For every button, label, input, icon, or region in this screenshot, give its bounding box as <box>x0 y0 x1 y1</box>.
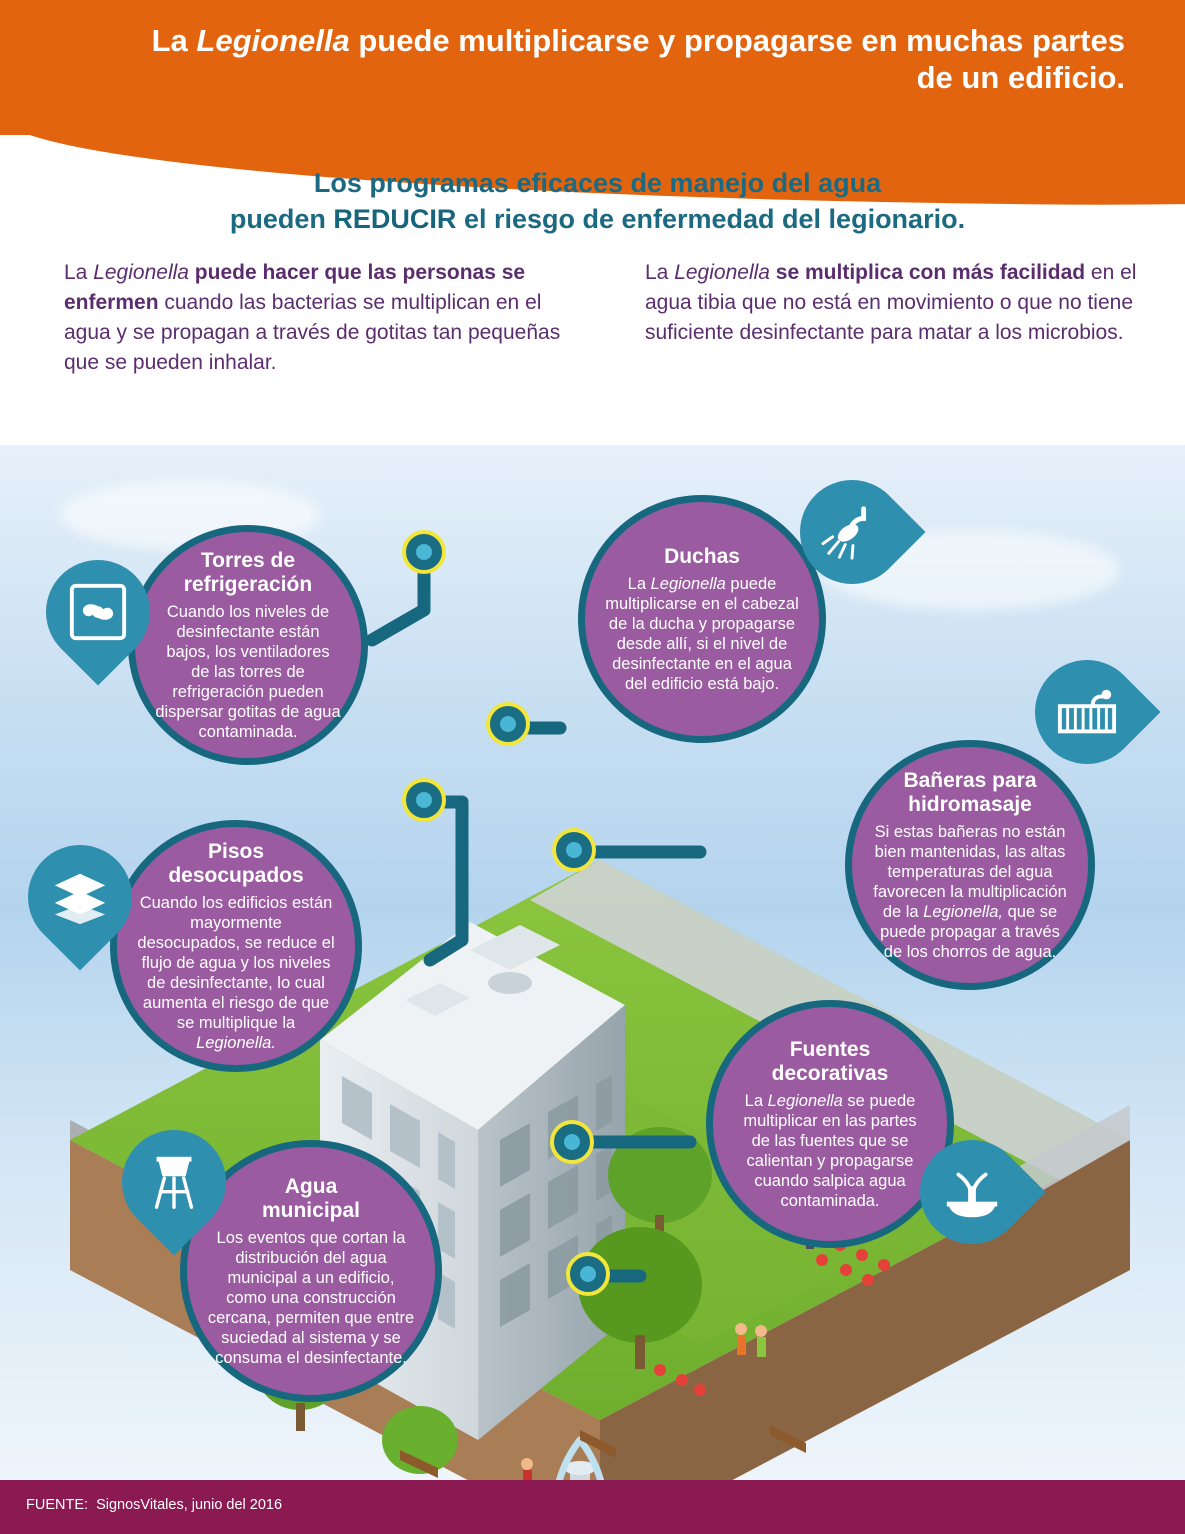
connector-node-showers[interactable] <box>486 702 530 746</box>
bubble-title-fountains: Fuentes decorativas <box>771 1037 889 1085</box>
page-title <box>60 22 1125 96</box>
subtitle-line1: Los programas eficaces de manejo del agua <box>313 168 882 198</box>
left-col-pre: La <box>64 261 94 284</box>
title-post: puede multiplicarse y propagarse en muchas partes <box>349 23 1125 58</box>
right-col-bold: se multiplica con más facilidad <box>769 261 1086 284</box>
intro-left-column <box>64 258 589 378</box>
bubble-vacant-floors[interactable] <box>110 820 362 1072</box>
subtitle-line2-post: el riesgo de enfermedad del legionario. <box>456 204 966 234</box>
title-line2: de un edificio. <box>916 60 1125 95</box>
right-col-italic: Legionella <box>674 261 770 284</box>
connector-node-vacant-floors[interactable] <box>402 778 446 822</box>
subtitle <box>70 165 1125 237</box>
water-tower-icon <box>143 1151 205 1213</box>
shower-icon <box>821 501 883 563</box>
bubble-body-cooling-towers: Cuando los niveles de desinfectante están bajos, los ventiladores de las torres de refrigeración pueden dispersar gotitas de agua contaminada. <box>155 602 341 741</box>
bubble-title-municipal-water: Agua municipal <box>261 1174 361 1222</box>
footer-label: FUENTE: <box>26 1497 89 1513</box>
subtitle-line2-pre: pueden <box>229 204 334 234</box>
connector-node-hot-tubs[interactable] <box>552 828 596 872</box>
bubble-showers[interactable] <box>578 495 826 743</box>
bubble-cooling-towers[interactable] <box>128 525 368 765</box>
bubble-body-vacant-floors: Cuando los edificios están mayormente desocupados, se reduce el flujo de agua y los niveles de desinfectante, lo cual aumenta el riesgo de que se multiplique la Legionella. <box>137 893 335 1052</box>
bubble-title-showers: Duchas <box>664 544 740 568</box>
footer-source <box>26 1497 282 1513</box>
bubble-body-showers: La Legionella puede multiplicarse en el cabezal de la ducha y propagarse desde allí, si el nivel de desinfectante en el agua del edificio está bajo. <box>605 574 799 693</box>
left-col-italic: Legionella <box>93 261 189 284</box>
fan-icon <box>67 581 129 643</box>
right-col-pre: La <box>645 261 675 284</box>
footer-band <box>0 1480 1185 1534</box>
left-col-rest: cuando las bacterias se multiplican en el agua y se propagan a través de gotitas tan pequeñas que se pueden inhalar. <box>64 291 561 374</box>
bubble-hot-tubs[interactable] <box>845 740 1095 990</box>
footer-source-text: SignosVitales, junio del 2016 <box>96 1497 283 1513</box>
right-col-rest: en el agua tibia que no está en movimiento o que no tiene suficiente desinfectante para matar a los microbios. <box>645 261 1137 344</box>
bubble-title-hot-tubs: Bañeras para hidromasaje <box>903 768 1037 816</box>
intro-right-column <box>645 258 1150 348</box>
connector-node-municipal-water[interactable] <box>566 1252 610 1296</box>
bubble-body-hot-tubs: Si estas bañeras no están bien mantenidas, las altas temperaturas del agua favorecen la multiplicación de la Legionella, que se puede propagar a través de los chorros de agua. <box>873 822 1067 961</box>
floors-icon <box>49 866 111 928</box>
hot-tub-icon <box>1056 681 1118 743</box>
fountain-icon <box>941 1161 1003 1223</box>
subtitle-emphasis: REDUCIR <box>333 204 457 234</box>
bubble-decorative-fountains[interactable] <box>706 1000 954 1248</box>
title-italic: Legionella <box>196 23 350 58</box>
title-pre: La <box>151 23 197 58</box>
bubble-body-fountains: La Legionella se puede multiplicar en las partes de las fuentes que se calientan y propagarse cuando salpica agua contaminada. <box>743 1091 917 1210</box>
connector-node-fountains[interactable] <box>550 1120 594 1164</box>
left-col-bold: puede hacer que las personas se enfermen <box>64 261 526 314</box>
bubble-title-cooling-towers: Torres de refrigeración <box>183 548 313 596</box>
bubble-body-municipal-water: Los eventos que cortan la distribución del agua municipal a un edificio, como una construcción cercana, permiten que entre suciedad al sistema y se consuma el desinfectante. <box>207 1228 415 1367</box>
connector-node-cooling-towers[interactable] <box>402 530 446 574</box>
bubble-title-vacant-floors: Pisos desocupados <box>168 839 304 887</box>
